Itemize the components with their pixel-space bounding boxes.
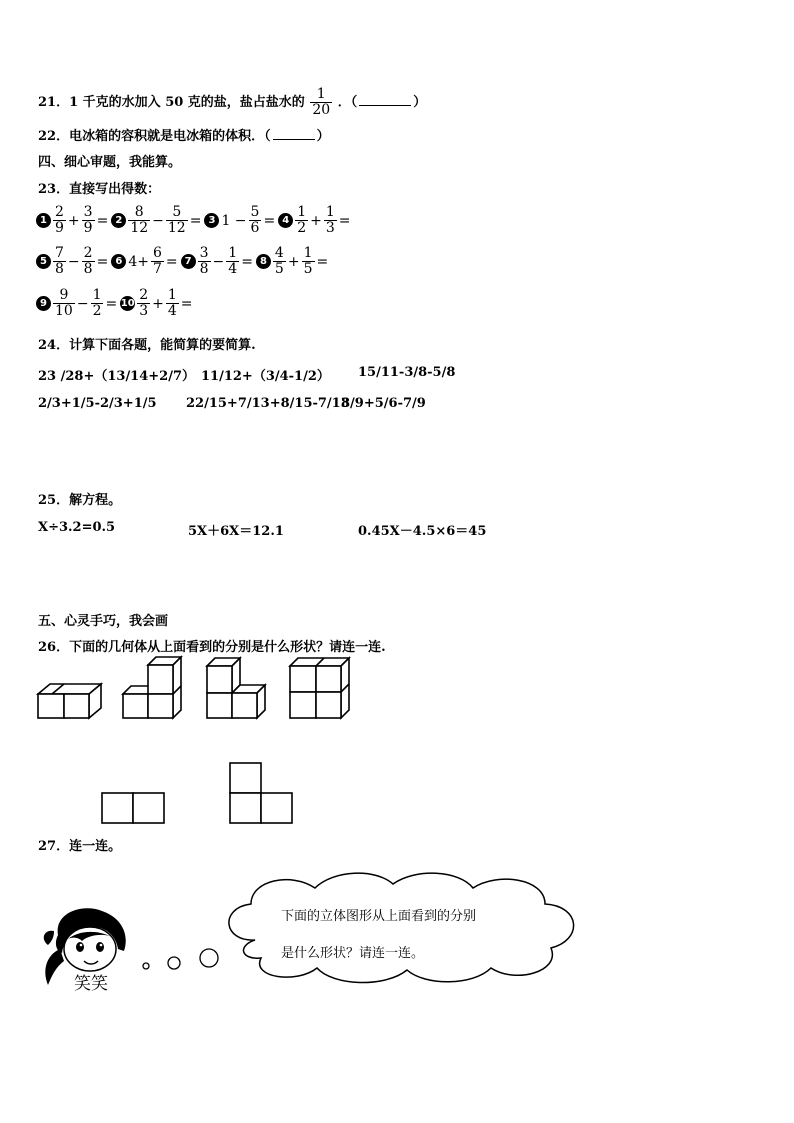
fraction-denominator: 2: [92, 303, 102, 319]
fraction-denominator: 4: [228, 261, 238, 277]
q23-row-2: [36, 246, 331, 277]
fraction-numerator: 2: [55, 204, 64, 220]
question-26-title: 26．下面的几何体从上面看到的分别是什么形状？请连一连.: [38, 640, 386, 655]
q23-item-9: [36, 288, 118, 319]
section-5-heading: 五、心灵手巧，我会画: [38, 614, 169, 629]
q24-expr-2: 11/12+（3/4-1/2）: [201, 369, 330, 384]
fraction: [273, 246, 286, 277]
fraction-numerator: 1: [228, 245, 238, 261]
solid-figure-4[interactable]: [289, 657, 352, 720]
q22-close: ）: [316, 129, 330, 144]
fraction-denominator: 7: [152, 261, 162, 277]
fraction: [137, 288, 150, 319]
q23-item-6: [111, 246, 178, 277]
q25-eq-3: 0.45X－4.5×6＝45: [358, 524, 487, 539]
operator: =: [165, 253, 178, 270]
operator: 4+: [128, 253, 149, 270]
operator: =: [241, 253, 253, 270]
fraction: [295, 205, 308, 236]
operator: 1 −: [221, 212, 247, 229]
q23-item-7: [181, 246, 254, 277]
q23-item-10: [120, 288, 193, 319]
item-number-badge: 5: [36, 254, 51, 269]
q21-close: ）: [413, 95, 427, 110]
fraction-denominator: 6: [250, 220, 260, 236]
question-25-title: 25．解方程。: [38, 493, 122, 508]
thought-cloud: [215, 868, 585, 986]
fraction-numerator: 1: [303, 245, 313, 261]
fraction-denominator: 12: [167, 220, 186, 236]
solid-figure-2[interactable]: [122, 655, 184, 720]
question-22: [38, 125, 330, 144]
operator: =: [96, 212, 109, 229]
operator: =: [189, 212, 202, 229]
fraction-denominator: 8: [199, 261, 209, 277]
top-view-two-squares[interactable]: [101, 792, 167, 826]
answer-blank[interactable]: [359, 105, 411, 106]
solid-figure-3[interactable]: [206, 657, 268, 720]
fraction: [166, 205, 188, 236]
fraction: [151, 246, 164, 277]
operator: =: [180, 295, 193, 312]
fraction-numerator: 7: [55, 245, 64, 261]
q24-expr-1: 23 /28+（13/14+2/7）: [38, 369, 196, 384]
operator: =: [316, 253, 329, 270]
fraction-numerator: 3: [83, 204, 93, 220]
item-number-badge: 2: [111, 213, 126, 228]
fraction-numerator: 4: [274, 245, 284, 261]
operator: +: [152, 295, 164, 312]
item-number-badge: 7: [181, 254, 196, 269]
fraction-numerator: 5: [172, 204, 182, 220]
item-number-badge: 8: [256, 254, 271, 269]
q25-eq-2: 5X＋6X＝12.1: [188, 524, 284, 539]
fraction-denominator: 3: [139, 303, 149, 319]
fraction-numerator: 1: [167, 287, 177, 303]
fraction: [166, 288, 179, 319]
operator: =: [263, 212, 276, 229]
q23-item-2: [111, 205, 202, 236]
answer-blank[interactable]: [273, 139, 315, 140]
fraction-denominator: 5: [303, 261, 313, 277]
fraction-denominator: 12: [130, 220, 149, 236]
fraction: [302, 246, 315, 277]
item-number-badge: 10: [120, 298, 135, 309]
operator: +: [310, 212, 322, 229]
question-23-title: 23．直接写出得数：: [38, 182, 161, 197]
fraction-denominator: 5: [274, 261, 284, 277]
question-21: [38, 87, 426, 118]
fraction-numerator: 6: [152, 245, 162, 261]
q23-item-1: [36, 205, 109, 236]
fraction: [53, 246, 66, 277]
fraction-numerator: 5: [250, 204, 260, 220]
q23-item-5: [36, 246, 109, 277]
thought-dots: [140, 946, 220, 974]
q21-suffix: ．（: [337, 95, 358, 110]
bubble-line-2: 是什么形状？请连一连。: [281, 946, 425, 961]
fraction: [198, 246, 211, 277]
girl-character-illustration: [38, 905, 134, 993]
q24-expr-3: 15/11-3/8-5/8: [358, 365, 456, 380]
q24-expr-4: 2/3+1/5-2/3+1/5: [38, 396, 157, 411]
operator: −: [152, 212, 164, 229]
q21-text: 21．1 千克的水加入 50 克的盐，盐占盐水的: [38, 95, 305, 110]
operator: =: [338, 212, 351, 229]
bubble-line-1: 下面的立体图形从上面看到的分别: [281, 909, 477, 924]
fraction-numerator: 8: [134, 204, 144, 220]
fraction: [128, 205, 150, 236]
fraction-denominator: 8: [55, 261, 64, 277]
character-name: 笑笑: [74, 974, 108, 994]
fraction-denominator: 20: [312, 102, 331, 118]
item-number-badge: 6: [111, 254, 126, 269]
fraction-numerator: 1: [325, 204, 335, 220]
operator: +: [67, 212, 80, 229]
fraction: [82, 246, 95, 277]
question-27-title: 27．连一连。: [38, 839, 122, 854]
fraction-numerator: 1: [316, 86, 326, 102]
fraction-numerator: 1: [92, 287, 102, 303]
fraction: [249, 205, 262, 236]
fraction-denominator: 9: [55, 220, 64, 236]
operator: +: [287, 253, 300, 270]
fraction: [324, 205, 337, 236]
fraction-denominator: 10: [55, 303, 73, 319]
q23-row-3: [36, 288, 196, 319]
operator: =: [105, 295, 118, 312]
item-number-badge: 9: [36, 296, 51, 311]
fraction: [226, 246, 239, 277]
fraction-numerator: 2: [139, 287, 149, 303]
item-number-badge: 1: [36, 213, 51, 228]
q24-expr-6: 8/9+5/6-7/9: [341, 396, 426, 411]
fraction: [53, 288, 75, 319]
fraction: [91, 288, 104, 319]
q21-fraction: [310, 87, 332, 118]
solid-figure-1[interactable]: [37, 674, 103, 720]
fraction-denominator: 2: [297, 220, 307, 236]
top-view-l-shape[interactable]: [229, 762, 295, 826]
fraction: [53, 205, 66, 236]
operator: −: [212, 253, 225, 270]
operator: =: [96, 253, 109, 270]
q23-item-4: [278, 205, 351, 236]
q25-eq-1: X÷3.2=0.5: [38, 520, 116, 535]
fraction-numerator: 3: [199, 245, 209, 261]
fraction-denominator: 3: [325, 220, 335, 236]
operator: −: [67, 253, 80, 270]
q23-item-8: [256, 246, 329, 277]
q24-expr-5: 22/15+7/13+8/15-7/13: [186, 396, 350, 411]
fraction-denominator: 9: [83, 220, 93, 236]
fraction-numerator: 1: [297, 204, 307, 220]
q22-text: 22．电冰箱的容积就是电冰箱的体积．（: [38, 129, 271, 144]
operator: −: [76, 295, 89, 312]
fraction-numerator: 2: [83, 245, 93, 261]
fraction-numerator: 9: [59, 287, 69, 303]
fraction-denominator: 4: [167, 303, 177, 319]
q23-row-1: [36, 205, 354, 236]
q23-item-3: [204, 205, 276, 236]
item-number-badge: 3: [204, 213, 219, 228]
item-number-badge: 4: [278, 213, 293, 228]
fraction-denominator: 8: [83, 261, 93, 277]
fraction: [82, 205, 95, 236]
question-24-title: 24．计算下面各题，能简算的要简算.: [38, 338, 256, 353]
section-4-heading: 四、细心审题，我能算。: [38, 155, 182, 170]
